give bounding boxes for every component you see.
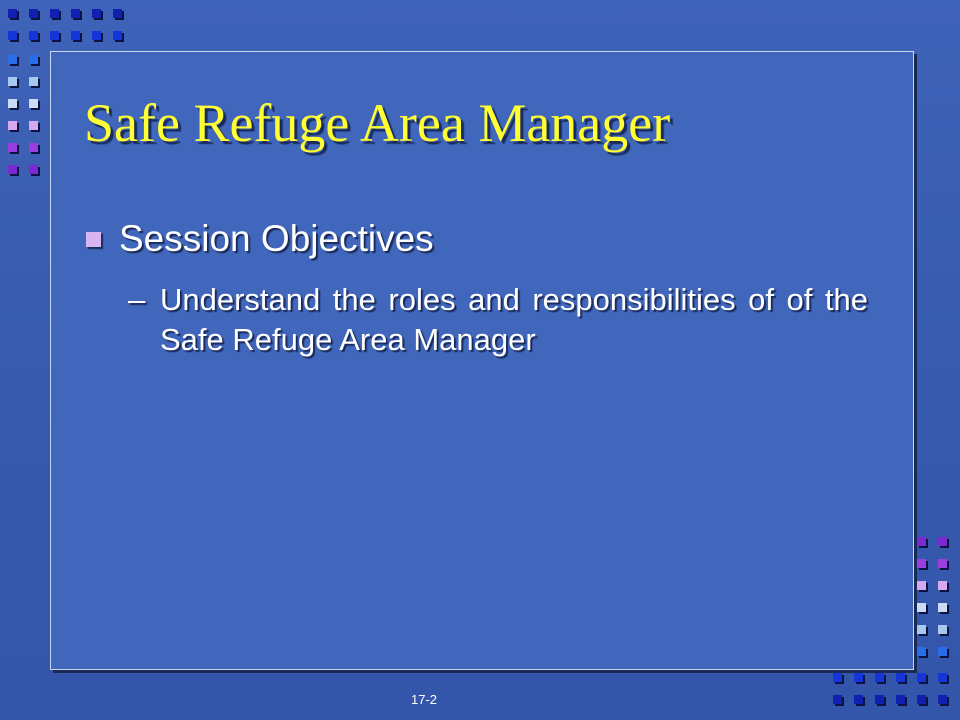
square-icon <box>938 625 947 634</box>
square-icon <box>92 9 101 18</box>
square-icon <box>29 165 38 174</box>
square-icon <box>113 31 122 40</box>
sub-bullet-item <box>128 280 868 360</box>
square-icon <box>917 647 926 656</box>
square-icon <box>29 31 38 40</box>
square-icon <box>8 121 17 130</box>
square-icon <box>917 625 926 634</box>
square-icon <box>8 9 17 18</box>
square-icon <box>917 559 926 568</box>
square-icon <box>29 143 38 152</box>
bullet-item <box>86 218 434 260</box>
square-icon <box>938 647 947 656</box>
square-icon <box>917 581 926 590</box>
square-icon <box>938 603 947 612</box>
square-icon <box>896 695 905 704</box>
slide-number: 17-2 <box>410 692 438 707</box>
square-icon <box>938 537 947 546</box>
square-icon <box>71 9 80 18</box>
square-icon <box>938 695 947 704</box>
square-icon <box>875 673 884 682</box>
sub-bullet-dash: – <box>128 282 146 317</box>
square-icon <box>8 55 17 64</box>
square-icon <box>29 55 38 64</box>
sub-bullet-text: Understand the roles and responsibilities of of the Safe Refuge Area Manager <box>160 282 868 357</box>
square-icon <box>29 121 38 130</box>
bullet-text: Session Objectives <box>119 218 434 259</box>
square-icon <box>8 77 17 86</box>
square-icon <box>29 99 38 108</box>
square-icon <box>8 165 17 174</box>
square-icon <box>50 9 59 18</box>
slide-title: Safe Refuge Area Manager <box>84 93 671 153</box>
square-icon <box>92 31 101 40</box>
square-icon <box>938 673 947 682</box>
square-icon <box>854 673 863 682</box>
square-icon <box>8 143 17 152</box>
square-icon <box>113 9 122 18</box>
bullet-square-icon <box>86 232 101 247</box>
square-icon <box>50 31 59 40</box>
square-icon <box>896 673 905 682</box>
square-icon <box>917 673 926 682</box>
square-icon <box>29 9 38 18</box>
square-icon <box>917 603 926 612</box>
square-icon <box>938 559 947 568</box>
square-icon <box>833 673 842 682</box>
square-icon <box>854 695 863 704</box>
square-icon <box>875 695 884 704</box>
square-icon <box>917 695 926 704</box>
square-icon <box>917 537 926 546</box>
square-icon <box>8 31 17 40</box>
square-icon <box>71 31 80 40</box>
square-icon <box>29 77 38 86</box>
square-icon <box>938 581 947 590</box>
square-icon <box>8 99 17 108</box>
